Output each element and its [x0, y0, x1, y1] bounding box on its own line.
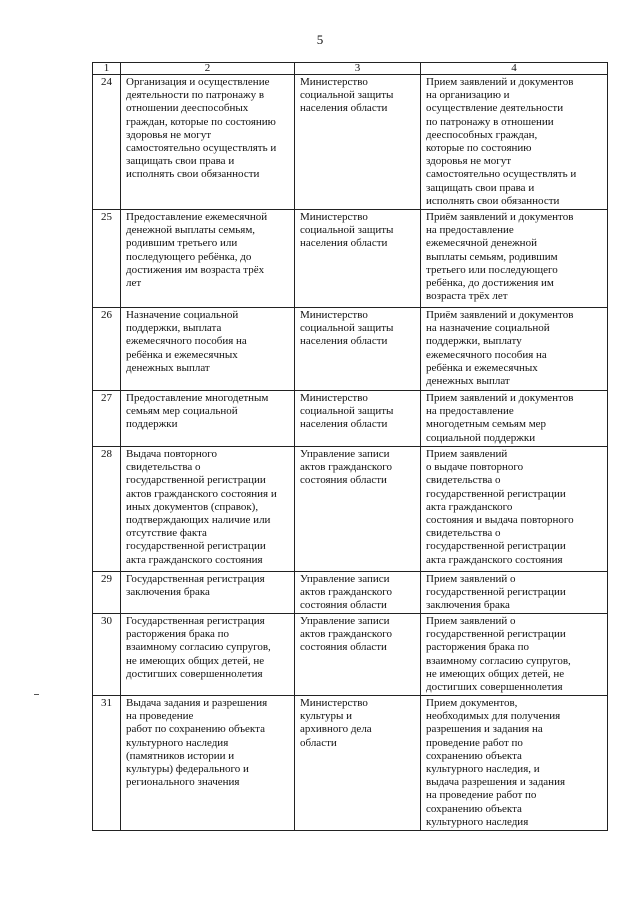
row-number: 29: [93, 572, 121, 614]
service-name: Выдача задания и разрешения на проведение работ по сохранению объекта культурного наследия (памятников истории и культуры) федерального и регионального значения: [121, 696, 295, 831]
service-name: Выдача повторного свидетельства о государственной регистрации актов гражданского состояния и иных документов (справок), подтверждающих наличие или отсутствие факта государственной регистрации акта гражданского состояния: [121, 447, 295, 572]
responsible-agency: Управление записи актов гражданского состояния области: [295, 447, 421, 572]
mfc-action: Прием документов, необходимых для получения разрешения и задания на проведение работ по сохранению объекта культурного наследия, и выдача разрешения и задания на проведение работ по сохранению объекта культурного наследия: [421, 696, 608, 831]
mfc-action: Прием заявлений и документов на организацию и осуществление деятельности по патронажу в отношении дееспособных граждан, которые по состоянию здоровья не могут самостоятельно осуществлять и защищать свои права и исполнять свои обязанности: [421, 75, 608, 210]
table-row: [93, 308, 608, 391]
scan-mark: [34, 694, 39, 695]
row-number: 28: [93, 447, 121, 572]
column-header: 2: [121, 63, 295, 75]
table-row: [93, 210, 608, 308]
mfc-action: Прием заявлений о выдаче повторного свидетельства о государственной регистрации акта гражданского состояния и выдача повторного свидетельства о государственной регистрации акта гражданского состояния: [421, 447, 608, 572]
responsible-agency: Министерство социальной защиты населения области: [295, 391, 421, 447]
column-header: 1: [93, 63, 121, 75]
row-number: 31: [93, 696, 121, 831]
service-name: Назначение социальной поддержки, выплата ежемесячного пособия на ребёнка и ежемесячных денежных выплат: [121, 308, 295, 391]
table-row: [93, 614, 608, 696]
table-row: [93, 572, 608, 614]
mfc-action: Прием заявлений о государственной регистрации заключения брака: [421, 572, 608, 614]
row-number: 27: [93, 391, 121, 447]
service-name: Государственная регистрация заключения брака: [121, 572, 295, 614]
row-number: 26: [93, 308, 121, 391]
responsible-agency: Министерство социальной защиты населения области: [295, 308, 421, 391]
table-row: [93, 75, 608, 210]
service-name: Предоставление ежемесячной денежной выплаты семьям, родившим третьего или последующего ребёнка, до достижения им возраста трёх лет: [121, 210, 295, 308]
services-table: [92, 62, 608, 831]
mfc-action: Прием заявлений о государственной регистрации расторжения брака по взаимному согласию супругов, не имеющих общих детей, не достигших совершеннолетия: [421, 614, 608, 696]
column-header: 4: [421, 63, 608, 75]
service-name: Государственная регистрация расторжения брака по взаимному согласию супругов, не имеющих общих детей, не достигших совершеннолетия: [121, 614, 295, 696]
row-number: 25: [93, 210, 121, 308]
row-number: 30: [93, 614, 121, 696]
column-header: 3: [295, 63, 421, 75]
table-row: [93, 696, 608, 831]
page-number: 5: [316, 32, 324, 47]
mfc-action: Прием заявлений и документов на предоставление многодетным семьям мер социальной поддержки: [421, 391, 608, 447]
column-numbers-row: [93, 63, 608, 75]
responsible-agency: Министерство социальной защиты населения области: [295, 75, 421, 210]
mfc-action: Приём заявлений и документов на назначение социальной поддержки, выплату ежемесячного пособия на ребёнка и ежемесячных денежных выплат: [421, 308, 608, 391]
service-name: Предоставление многодетным семьям мер социальной поддержки: [121, 391, 295, 447]
responsible-agency: Управление записи актов гражданского состояния области: [295, 572, 421, 614]
table-row: [93, 447, 608, 572]
responsible-agency: Министерство социальной защиты населения области: [295, 210, 421, 308]
mfc-action: Приём заявлений и документов на предоставление ежемесячной денежной выплаты семьям, родившим третьего или последующего ребёнка, до достижения им возраста трёх лет: [421, 210, 608, 308]
row-number: 24: [93, 75, 121, 210]
responsible-agency: Управление записи актов гражданского состояния области: [295, 614, 421, 696]
service-name: Организация и осуществление деятельности по патронажу в отношении дееспособных граждан, которые по состоянию здоровья не могут самостоятельно осуществлять и защищать свои права и исполнять свои обязанности: [121, 75, 295, 210]
responsible-agency: Министерство культуры и архивного дела области: [295, 696, 421, 831]
table-row: [93, 391, 608, 447]
